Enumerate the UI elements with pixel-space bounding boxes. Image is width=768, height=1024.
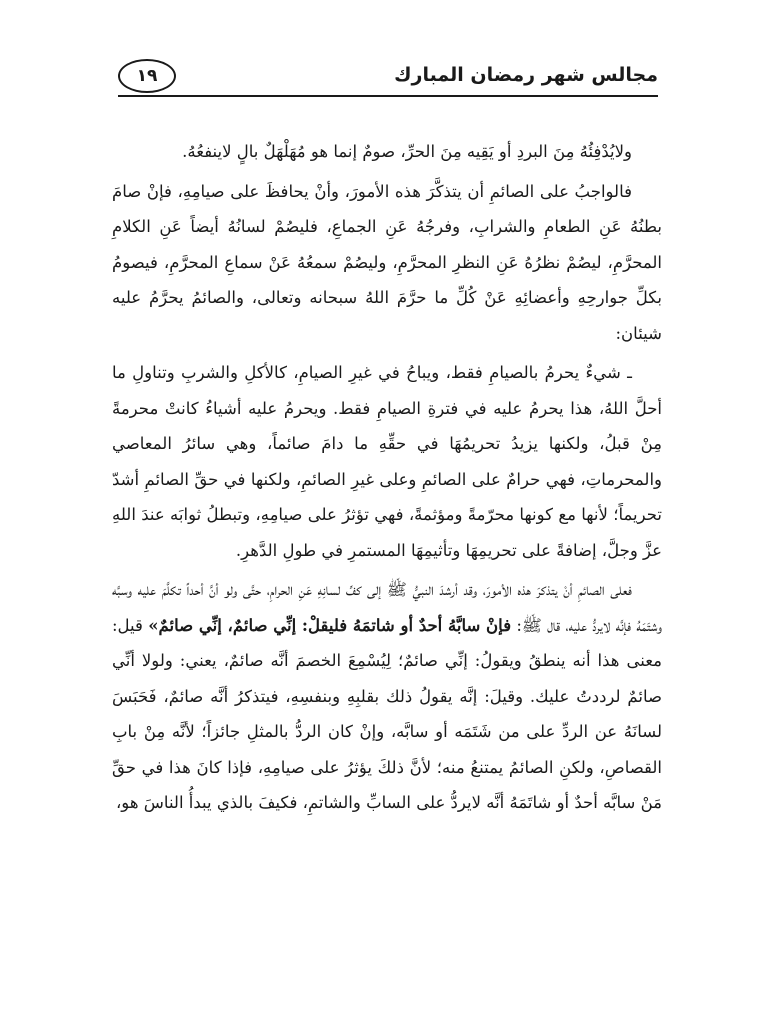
page-number-badge (118, 59, 176, 93)
paragraph-1: ولايُدْفِئُهُ مِنَ البردِ أو يَقِيه مِنَ الحرِّ، صومٌ إنما هو مُهَلْهَلٌ بالٍ لاينفعُهُ. (182, 142, 632, 161)
paragraph-3: ـ شيءٌ يحرمُ بالصيامِ فقط، ويباحُ في غيرِ الصيامِ، كالأكلِ والشربِ وتناولِ ما أحلَّ اللهُ، هذا يحرمُ عليه في فترةِ الصيامِ فقط. ويحرمُ عليه أشياءُ كانتْ محرمةً مِنْ قبلُ، ولكنها يزيدُ تحريمُهَا في حقِّهِ ما دامَ صائماً، وهي سائرُ المعاصي والمحرماتِ، فهي حرامٌ على الصائمِ وعلى غيرِ الصائمِ، ولكنها في حقِّ الصائمِ أشدّ تحريماً؛ لأنها مع كونها محرّمةً ومؤثمةً، فهي تؤثرُ على صيامِهِ، وتبطلُ ثوابَه عندَ اللهِ عزَّ وجلَّ، إضافةً على تحريمِهَا وتأثيمِهَا المستمرِ في طولِ الدَّهرِ. (112, 363, 662, 560)
running-header (118, 58, 658, 98)
page-number: ١٩ (136, 66, 158, 86)
paragraph-4-intro: فعلى الصائمِ أنْ يتذكرَ هذه الأمورَ، وقد أرشدَ النبيُّ ﷺ إلى كفِّ لسانِهِ عَنِ الحرامِ، حتَّى ولو أنَّ أحداً تكلَّمَ عليه وسبَّه وشتَمَهُ فإنَّه لايردُّ عليه، قال ﷺ: (112, 580, 662, 635)
paragraph-4-commentary: قيل: معنى هذا أنه ينطقُ ويقولُ: إنِّي صائمٌ؛ لِيُسْمِعَ الخصمَ أنَّه صائمٌ، يعني: ولولا أنِّي صائمٌ لرددتُ عليك. وقيلَ: إنَّه يقولُ ذلك بقلبِهِ وبنفسِهِ، فيتذكرُ أنَّه صائمٌ، فَحَبَسَ لسانَهُ عن الردِّ على من شَتَمَه أو سابَّه، وإنْ كان الردُّ بالمثلِ جائزاً؛ لأنَّه مِنْ بابِ القصاصِ، ولكنِ الصائمُ يمتنعُ منه؛ لأنَّ ذلكَ يؤثرُ على صيامِهِ، فإذا كانَ هذا في حقِّ مَنْ سابَّه أحدٌ أو شاتَمَهُ أنَّه لايردُّ على السابِّ والشاتمِ، فكيفَ بالذي يبدأُ الناسَ هو، (112, 615, 662, 812)
page-body (112, 134, 662, 821)
book-title: مجالس شهر رمضان المبارك (394, 64, 658, 86)
paragraph-2: فالواجبُ على الصائمِ أن يتذكَّرَ هذه الأمورَ، وأنْ يحافظَ على صيامِهِ، فإنْ صامَ بطنُهُ عَنِ الطعامِ والشرابِ، وفرجُهُ عَنِ الجماعِ، فليصُمْ لسانُهُ أيضاً عَنِ الكلامِ المحرَّمِ، ليصُمْ نظرُهُ عَنِ النظرِ المحرَّمِ، وليصُمْ سمعُهُ عَنْ سماعِ المحرَّمِ، فيصومُ بكلِّ جوارحِهِ وأعضائِهِ عَنْ كُلِّ ما حرَّمَ اللهُ سبحانه وتعالى، والصائمُ يحرَّمُ عليه شيئان: (112, 181, 662, 343)
hadith-quote: فإنْ سابَّهُ أحدٌ أو شاتمَهُ فليقلْ: إنِّي صائمٌ، إنِّي صائمٌ» (148, 615, 512, 635)
paragraph-4 (112, 572, 662, 821)
header-rule (118, 95, 658, 97)
